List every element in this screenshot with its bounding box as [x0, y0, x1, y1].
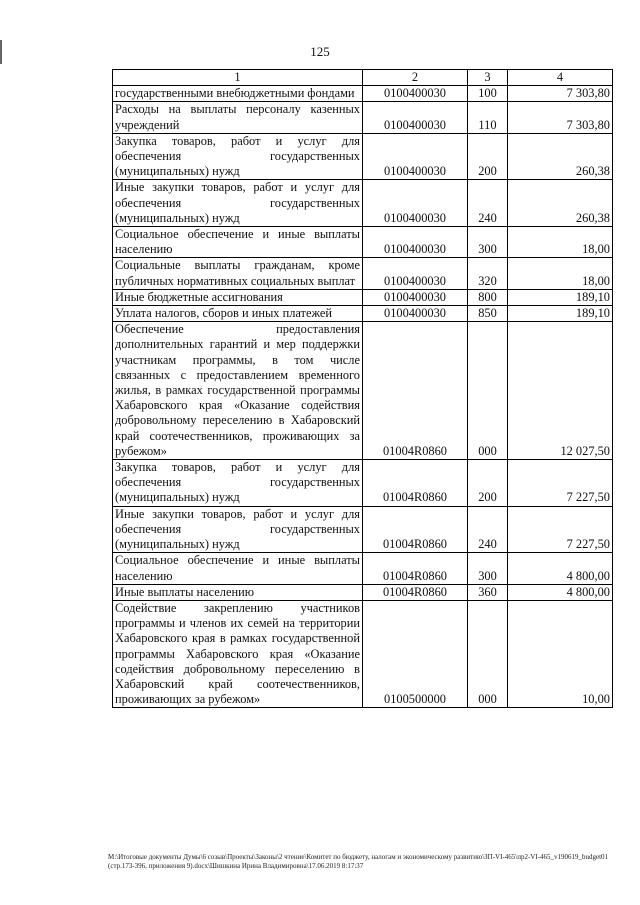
row-vr: 800 [468, 289, 508, 305]
row-vr: 110 [468, 102, 508, 133]
row-code: 0100500000 [363, 600, 468, 707]
row-vr: 100 [468, 86, 508, 102]
row-vr: 300 [468, 553, 508, 584]
column-header: 3 [468, 70, 508, 86]
budget-table [112, 69, 613, 708]
row-sum: 7 227,50 [508, 506, 613, 553]
row-code: 0100400030 [363, 102, 468, 133]
row-sum: 260,38 [508, 180, 613, 227]
row-name: государственными внебюджетными фондами [113, 86, 363, 102]
column-header: 4 [508, 70, 613, 86]
row-code: 0100400030 [363, 227, 468, 258]
row-vr: 850 [468, 306, 508, 322]
table-row [113, 553, 613, 584]
table-row [113, 584, 613, 600]
row-name: Обеспечение предоставления дополнительных гарантий и мер поддержки участникам программы, в том числе связанных с предоставлением временного жилья, в рамках государственной программы Хабаровского края «Оказание содействия добровольному переселению в Хабаровский край соотечественников, проживающих за рубежом» [113, 322, 363, 460]
row-sum: 18,00 [508, 227, 613, 258]
row-name: Иные бюджетные ассигнования [113, 289, 363, 305]
row-vr: 240 [468, 506, 508, 553]
row-vr: 240 [468, 180, 508, 227]
row-sum: 189,10 [508, 306, 613, 322]
row-code: 0100400030 [363, 258, 468, 289]
row-code: 0100400030 [363, 306, 468, 322]
row-code: 0100400030 [363, 86, 468, 102]
row-code: 01004R0860 [363, 506, 468, 553]
row-code: 01004R0860 [363, 322, 468, 460]
row-name: Уплата налогов, сборов и иных платежей [113, 306, 363, 322]
header-row [113, 70, 613, 86]
table-row [113, 460, 613, 507]
page-number: 125 [310, 44, 330, 59]
row-vr: 200 [468, 133, 508, 180]
table-row [113, 506, 613, 553]
row-sum: 10,00 [508, 600, 613, 707]
row-vr: 320 [468, 258, 508, 289]
row-vr: 000 [468, 322, 508, 460]
column-header: 1 [113, 70, 363, 86]
table-row [113, 180, 613, 227]
row-sum: 260,38 [508, 133, 613, 180]
row-vr: 200 [468, 460, 508, 507]
row-sum: 4 800,00 [508, 584, 613, 600]
row-vr: 000 [468, 600, 508, 707]
table-row [113, 306, 613, 322]
row-sum: 7 303,80 [508, 102, 613, 133]
row-code: 01004R0860 [363, 584, 468, 600]
row-name: Иные закупки товаров, работ и услуг для обеспечения государственных (муниципальных) нужд [113, 506, 363, 553]
document-path-footer: M:\Итоговые документы Думы\6 созыв\Проекты\Законы\2 чтение\Комитет по бюджету, налогам и экономическому развитию\ЗП-VI-465\пр2-VI-465_v190619_budget01 (стр.173-396, приложения 9).docx\Шишкина Ирина Владимировна\17.06.2019 8:17:37 [108, 853, 609, 870]
row-name: Закупка товаров, работ и услуг для обеспечения государственных (муниципальных) нужд [113, 460, 363, 507]
row-sum: 4 800,00 [508, 553, 613, 584]
row-sum: 18,00 [508, 258, 613, 289]
row-sum: 189,10 [508, 289, 613, 305]
row-sum: 7 303,80 [508, 86, 613, 102]
row-name: Содействие закреплению участников программы и членов их семей на территории Хабаровского края в рамках государственной программы Хабаровского края «Оказание содействия добровольному переселению в Хабаровский край соотечественников, проживающих за рубежом» [113, 600, 363, 707]
table-row [113, 600, 613, 707]
row-name: Социальное обеспечение и иные выплаты населению [113, 553, 363, 584]
table-row [113, 322, 613, 460]
table-row [113, 289, 613, 305]
row-vr: 300 [468, 227, 508, 258]
row-name: Социальное обеспечение и иные выплаты населению [113, 227, 363, 258]
table-row [113, 258, 613, 289]
row-name: Расходы на выплаты персоналу казенных учреждений [113, 102, 363, 133]
row-sum: 12 027,50 [508, 322, 613, 460]
table-row [113, 227, 613, 258]
table-row [113, 86, 613, 102]
row-code: 0100400030 [363, 289, 468, 305]
table-row [113, 102, 613, 133]
row-name: Иные выплаты населению [113, 584, 363, 600]
row-code: 0100400030 [363, 180, 468, 227]
row-vr: 360 [468, 584, 508, 600]
row-code: 01004R0860 [363, 460, 468, 507]
row-code: 0100400030 [363, 133, 468, 180]
column-header: 2 [363, 70, 468, 86]
row-name: Социальные выплаты гражданам, кроме публичных нормативных социальных выплат [113, 258, 363, 289]
table-row [113, 133, 613, 180]
row-name: Иные закупки товаров, работ и услуг для обеспечения государственных (муниципальных) нужд [113, 180, 363, 227]
row-name: Закупка товаров, работ и услуг для обеспечения государственных (муниципальных) нужд [113, 133, 363, 180]
row-code: 01004R0860 [363, 553, 468, 584]
row-sum: 7 227,50 [508, 460, 613, 507]
